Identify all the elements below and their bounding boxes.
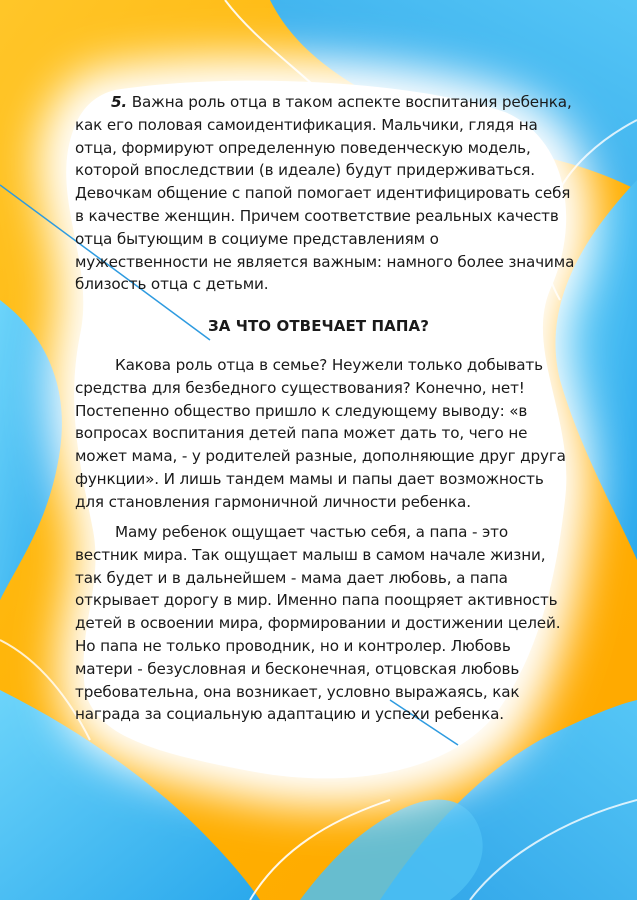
section-heading: ЗА ЧТО ОТВЕЧАЕТ ПАПА?	[207, 317, 430, 335]
paragraph-mother-father: Маму ребенок ощущает частью себя, а папа - это вестник мира. Так ощущает малыш в самом начале жизни, так будет и в дальнейшем - мама дает любовь, а папа открывает дорогу в мир. Именно папа поощряет активность детей в освоении мира, формировании и достижении целей. Но папа не только проводник, но и контролер. Любовь матери - безусловная и бесконечная, отцовская любовь требовательна, она возникает, условно выражаясь, как награда за социальную адаптацию и успехи ребенка.	[75, 523, 561, 724]
paragraph-father-role: Какова роль отца в семье? Неужели только добывать средства для безбедного существования? Конечно, нет! Постепенно общество пришло к следующему выводу: «в вопросах воспитания детей папа может дать то, чего не может мама, - у родителей разные, дополняющие друг друга функции». И лишь тандем мамы и папы дает возможность для становления гармоничной личности ребенка.	[75, 356, 566, 511]
paragraph-section-5	[75, 91, 575, 296]
section-5-text: Важна роль отца в таком аспекте воспитания ребенка, как его половая самоидентификация. Мальчики, глядя на отца, формируют определенную поведенческую модель, которой впоследствии (в идеале) будут придерживаться. Девочкам общение с папой помогает идентифицировать себя в качестве женщин. Причем соответствие реальных качеств отца бытующим в социуме представлениям о мужественности не является важным: намного более значима близость отца с детьми.	[75, 93, 575, 294]
section-number: 5.	[111, 93, 128, 111]
